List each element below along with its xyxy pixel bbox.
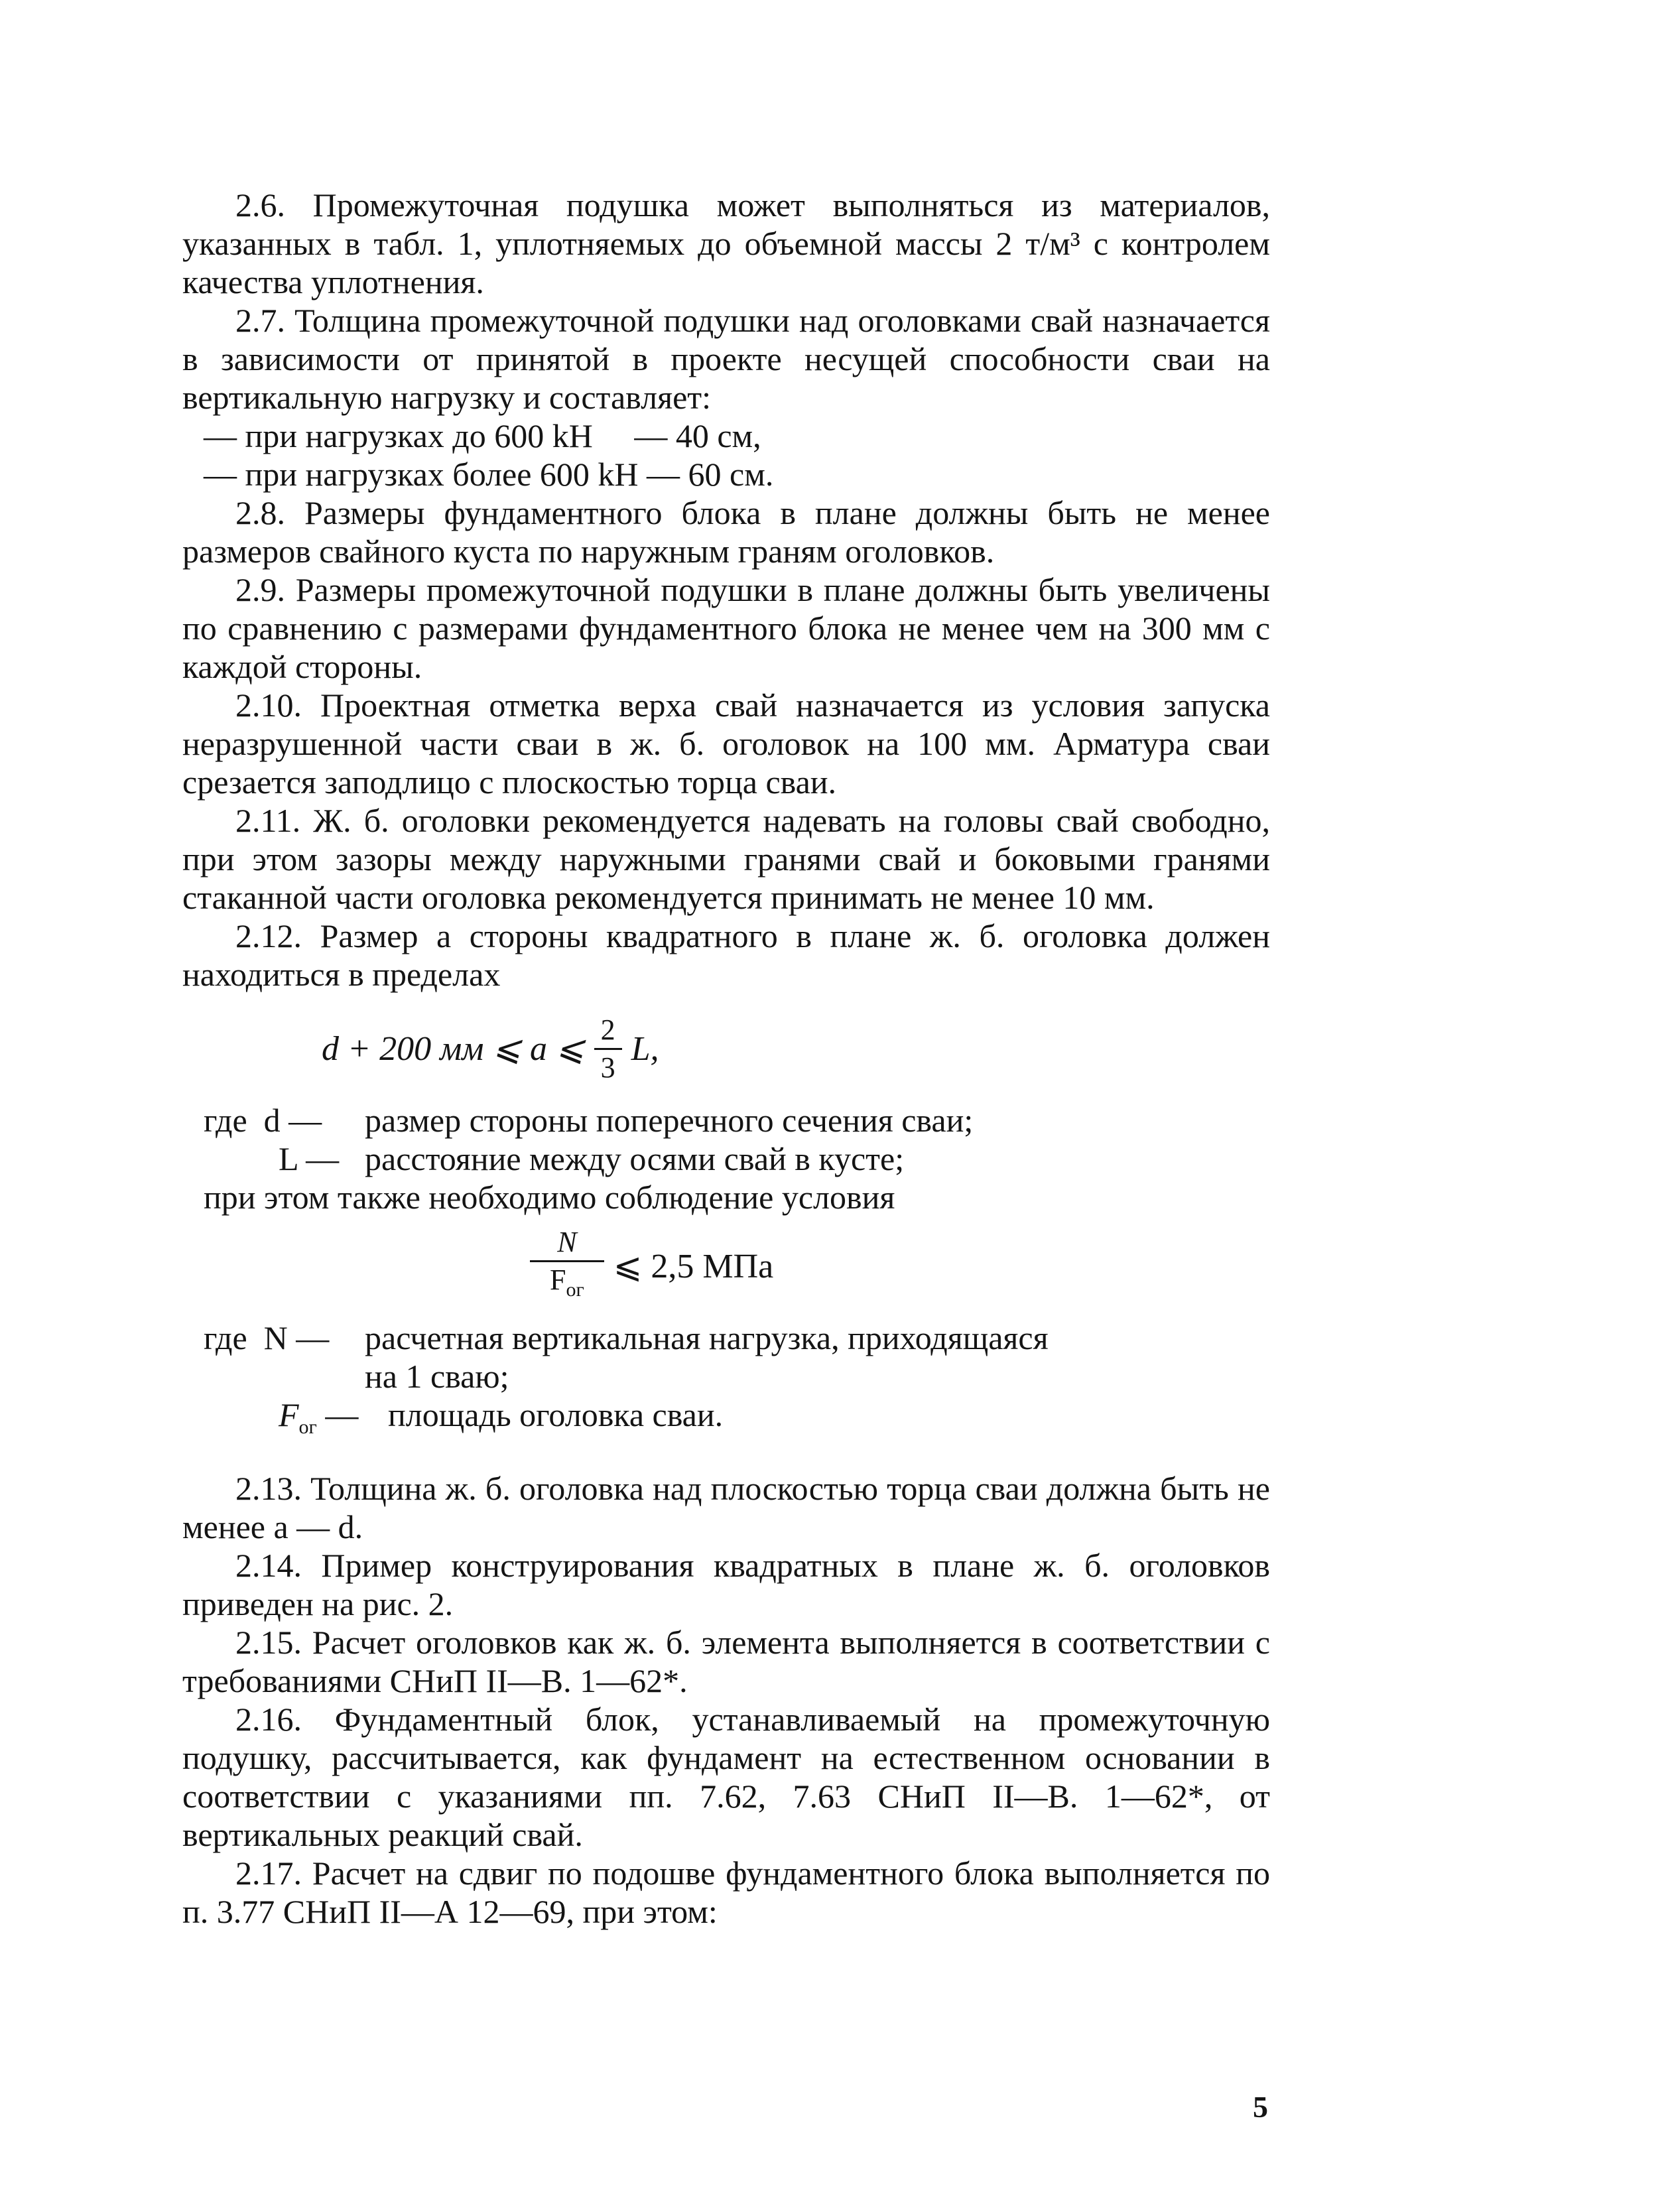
definition-d (182, 1101, 1270, 1139)
definition-text: расчетная вертикальная нагрузка, приходящаяся (365, 1319, 1049, 1356)
formula-right: L, (631, 1029, 659, 1068)
definition-label: $F_{ог}$ — (279, 1396, 359, 1438)
definition-F (182, 1396, 1270, 1447)
paragraph-2-6: 2.6. Промежуточная подушка может выполняться из материалов, указанных в табл. 1, уплотняемых до объемной массы 2 т/м³ с контролем качества уплотнения. (182, 186, 1270, 300)
paragraph-2-15: 2.15. Расчет оголовков как ж. б. элемента выполняется в соответствии с требованиями СНиП II—В. 1—62*. (182, 1624, 1270, 1699)
definition-L (182, 1139, 1270, 1178)
definition-spacer (182, 1357, 365, 1396)
document-page (182, 186, 1270, 1931)
paragraph-2-10: 2.10. Проектная отметка верха свай назначается из условия запуска неразрушенной части сваи в ж. б. оголовок на 100 мм. Арматура сваи срезается заподлицо с плоскостью торца сваи. (182, 686, 1270, 801)
paragraph-2-11: 2.11. Ж. б. оголовки рекомендуется надевать на головы свай свободно, при этом зазоры между наружными гранями свай и боковыми гранями стаканной части оголовка рекомендуется принимать не менее 10 мм. (182, 802, 1270, 916)
paragraph-2-17: 2.17. Расчет на сдвиг по подошве фундаментного блока выполняется по п. 3.77 СНиП II—А 12—69, при этом: (182, 1854, 1270, 1930)
definition-label: L — (279, 1140, 340, 1177)
definition-N (182, 1319, 1270, 1357)
fraction-two-thirds (594, 1013, 622, 1084)
formula-head-size-limits (182, 999, 1270, 1098)
fraction-bar (594, 1048, 622, 1050)
list-item-load-600-more: — при нагрузках более 600 kH — 60 см. (204, 456, 774, 493)
definition-text: размер стороны поперечного сечения сваи; (365, 1102, 974, 1139)
definition-text: расстояние между осями свай в кусте; (365, 1140, 905, 1177)
paragraph-2-12: 2.12. Размер a стороны квадратного в плане ж. б. оголовка должен находиться в пределах (182, 917, 1270, 993)
condition-text: при этом также необходимо соблюдение условия (204, 1179, 895, 1216)
paragraph-2-16: 2.16. Фундаментный блок, устанавливаемый на промежуточную подушку, рассчитывается, как фундамент на естественном основании в соответствии с указаниями пп. 7.62, 7.63 СНиП II—В. 1—62*, от вертикальных реакций свай. (182, 1701, 1270, 1853)
formula-pressure-limit (182, 1216, 1270, 1316)
fraction-numerator: N (557, 1226, 577, 1259)
page-number: 5 (1253, 2090, 1268, 2124)
fraction-numerator: 2 (600, 1013, 615, 1046)
paragraph-2-8: 2.8. Размеры фундаментного блока в плане должны быть не менее размеров свайного куста по наружным граням оголовков. (182, 494, 1270, 570)
definition-text: на 1 сваю; (365, 1358, 509, 1395)
paragraph-2-13: 2.13. Толщина ж. б. оголовка над плоскостью торца сваи должна быть не менее a — d. (182, 1470, 1270, 1545)
definition-label: где N — (204, 1319, 330, 1356)
fraction-denominator: 3 (600, 1051, 615, 1084)
definition-text: площадь оголовка сваи. (388, 1396, 724, 1433)
paragraph-2-9: 2.9. Размеры промежуточной подушки в плане должны быть увеличены по сравнению с размерами фундаментного блока не менее чем на 300 мм с каждой стороны. (182, 571, 1270, 685)
fraction-denominator: $F_{ог}$ (550, 1264, 584, 1301)
definition-label: где d — (204, 1102, 322, 1139)
paragraph-2-7: 2.7. Толщина промежуточной подушки над оголовками свай назначается в зависимости от принятой в проекте несущей способности сваи на вертикальную нагрузку и составляет: (182, 302, 1270, 416)
definition-N-continued (182, 1357, 1270, 1396)
list-item-load-600-less: — при нагрузках до 600 kH — 40 см, (204, 417, 761, 454)
paragraph-2-14: 2.14. Пример конструирования квадратных в плане ж. б. оголовков приведен на рис. 2. (182, 1547, 1270, 1622)
fraction-n-over-f (530, 1226, 604, 1307)
formula-left: d + 200 мм ⩽ a ⩽ (322, 1030, 585, 1068)
formula-right: ⩽ 2,5 МПа (613, 1248, 774, 1285)
fraction-bar (530, 1260, 604, 1262)
